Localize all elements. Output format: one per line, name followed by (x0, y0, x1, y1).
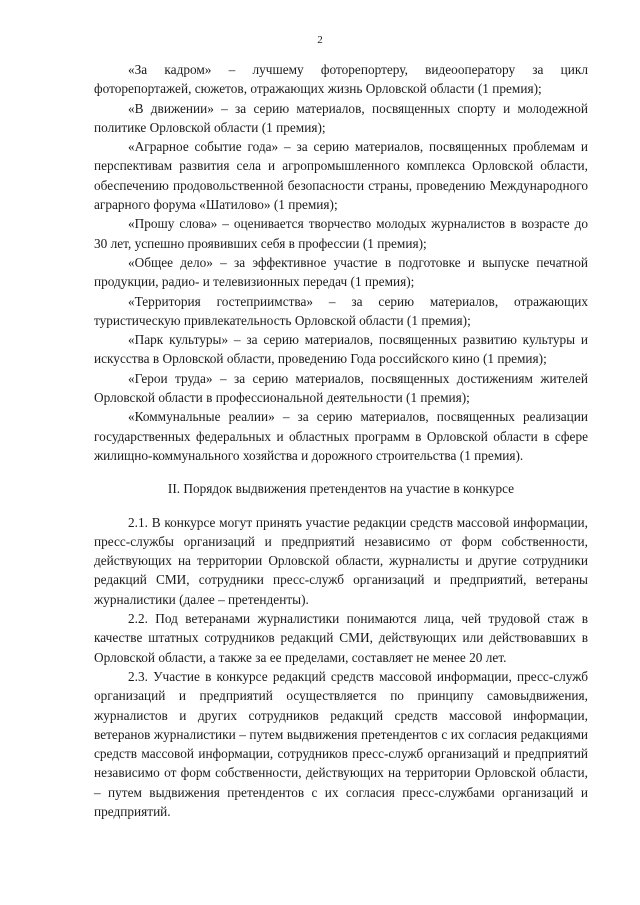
section-paragraph: 2.3. Участие в конкурсе редакций средств массовой информации, пресс-служб организаций и предприятий осуществляется по принципу самовыдвижения, журналистов и других сотрудников редакций средств массовой информации, ветеранов журналистики – путем выдвижения претендентов с их согласия редакциями средств массовой информации, сотрудников пресс-служб организаций и предприятий независимо от форм собственности, действующих на территории Орловской области, – путем выдвижения претендентов с их согласия пресс-службами организаций и предприятий. (94, 668, 588, 819)
document-body (94, 60, 588, 821)
nomination-paragraph: «Прошу слова» – оценивается творчество молодых журналистов в возрасте до 30 лет, успешно проявивших себя в профессии (1 премия); (94, 216, 588, 251)
nomination-paragraph: «Территория гостеприимства» – за серию материалов, отражающих туристическую привлекательность Орловской области (1 премия); (94, 293, 588, 328)
nomination-paragraph: «Парк культуры» – за серию материалов, посвященных развитию культуры и искусства в Орловской области, проведению Года российского кино (1 премия); (94, 332, 588, 367)
page-number: 2 (317, 34, 323, 46)
nomination-paragraph: «Коммунальные реалии» – за серию материалов, посвященных реализации государственных федеральных и областных программ в Орловской области в сфере жилищно-коммунального хозяйства и дорожного строительства (1 премия). (94, 409, 588, 463)
section-paragraph: 2.1. В конкурсе могут принять участие редакции средств массовой информации, пресс-службы организаций и предприятий независимо от форм собственности, действующих на территории Орловской области, журналисты и другие сотрудники редакций СМИ, сотрудники пресс-служб организаций и предприятий, ветераны журналистики (далее – претенденты). (94, 514, 588, 607)
nomination-paragraph: «Аграрное событие года» – за серию материалов, посвященных проблемам и перспективам развития села и агропромышленного комплекса Орловской области, обеспечению продовольственной безопасности страны, проведению Международного аграрного форума «Шатилово» (1 премия); (94, 139, 588, 213)
nomination-paragraph: «Общее дело» – за эффективное участие в подготовке и выпуске печатной продукции, радио- и телевизионных передач (1 премия); (94, 254, 588, 290)
section-heading: II. Порядок выдвижения претендентов на участие в конкурсе (167, 481, 515, 497)
nomination-paragraph: «За кадром» – лучшему фоторепортеру, видеооператору за цикл фоторепортажей, сюжетов, отражающих жизнь Орловской области (1 премия); (94, 62, 588, 97)
section-paragraph: 2.2. Под ветеранами журналистики понимаются лица, чей трудовой стаж в качестве штатных сотрудников редакций СМИ, действующих или действовавших в Орловской области, а также за ее пределами, составляет не менее 20 лет. (94, 611, 588, 665)
nomination-paragraph: «Герои труда» – за серию материалов, посвященных достижениям жителей Орловской области в профессиональной деятельности (1 премия); (94, 370, 588, 406)
nomination-paragraph: «В движении» – за серию материалов, посвященных спорту и молодежной политике Орловской области (1 премия); (94, 100, 588, 135)
